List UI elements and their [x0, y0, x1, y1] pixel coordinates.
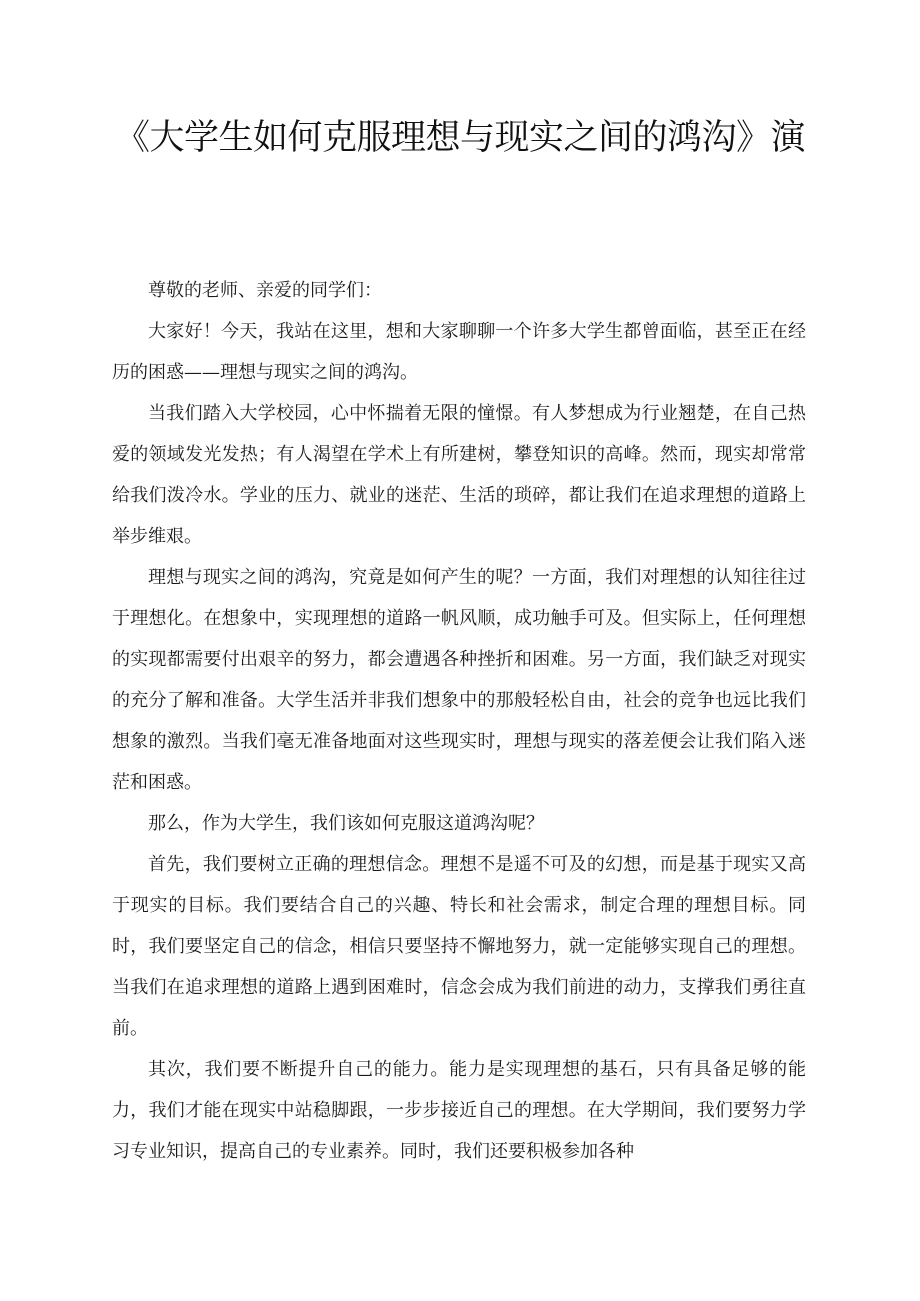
paragraph: 大家好！今天，我站在这里，想和大家聊聊一个许多大学生都曾面临，甚至正在经历的困惑——理想与现实之间的鸿沟。	[112, 321, 806, 383]
paragraph: 当我们踏入大学校园，心中怀揣着无限的憧憬。有人梦想成为行业翘楚，在自己热爱的领域发光发热；有人渴望在学术上有所建树，攀登知识的高峰。然而，现实却常常给我们泼冷水。学业的压力、就业的迷茫、生活的琐碎，都让我们在追求理想的道路上举步维艰。	[112, 403, 806, 547]
paragraph: 理想与现实之间的鸿沟，究竟是如何产生的呢？一方面，我们对理想的认知往往过于理想化。在想象中，实现理想的道路一帆风顺，成功触手可及。但实际上，任何理想的实现都需要付出艰辛的努力，都会遭遇各种挫折和困难。另一方面，我们缺乏对现实的充分了解和准备。大学生活并非我们想象中的那般轻松自由，社会的竞争也远比我们想象的激烈。当我们毫无准备地面对这些现实时，理想与现实的落差便会让我们陷入迷茫和困惑。	[112, 567, 806, 793]
paragraph: 首先，我们要树立正确的理想信念。理想不是遥不可及的幻想，而是基于现实又高于现实的目标。我们要结合自己的兴趣、特长和社会需求，制定合理的理想目标。同时，我们要坚定自己的信念，相信只要坚持不懈地努力，就一定能够实现自己的理想。当我们在追求理想的道路上遇到困难时，信念会成为我们前进的动力，支撑我们勇往直前。	[112, 854, 806, 1039]
paragraph-salutation: 尊敬的老师、亲爱的同学们：	[148, 280, 382, 301]
paragraph: 其次，我们要不断提升自己的能力。能力是实现理想的基石，只有具备足够的能力，我们才能在现实中站稳脚跟，一步步接近自己的理想。在大学期间，我们要努力学习专业知识，提高自己的专业素养。同时，我们还要积极参加各种	[112, 1059, 806, 1162]
document-body	[112, 270, 806, 1172]
document-title: 《大学生如何克服理想与现实之间的鸿沟》演	[114, 118, 805, 158]
paragraph: 那么，作为大学生，我们该如何克服这道鸿沟呢？	[148, 813, 544, 834]
